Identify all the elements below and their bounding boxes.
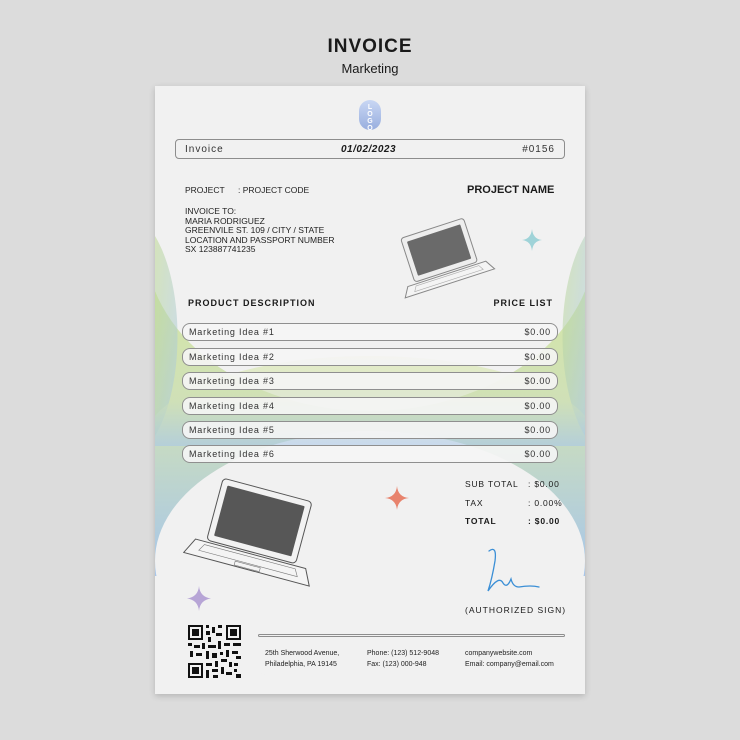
tax-value: : 0.00% [528, 498, 563, 508]
column-header-description: PRODUCT DESCRIPTION [188, 298, 316, 308]
table-row [182, 348, 558, 366]
row-description: Marketing Idea #3 [189, 376, 275, 386]
row-description: Marketing Idea #5 [189, 425, 275, 435]
footer-address [265, 648, 339, 670]
address-line-2: Philadelphia, PA 19145 [265, 661, 337, 668]
sparkle-icon [385, 486, 409, 510]
invoice-date: 01/02/2023 [341, 144, 397, 155]
website-link[interactable]: companywebsite.com [465, 650, 533, 657]
footer-contact [367, 648, 439, 670]
subtotal-label: SUB TOTAL [465, 479, 519, 489]
tax-label: TAX [465, 498, 484, 508]
client-passport: SX 123887741235 [185, 244, 256, 255]
row-price: $0.00 [524, 401, 551, 411]
laptop-icon [393, 218, 498, 313]
project-code: : PROJECT CODE [238, 185, 310, 195]
invoice-sheet [155, 86, 585, 694]
client-address: GREENVILE ST. 109 / CITY / STATE [185, 225, 325, 236]
table-row [182, 445, 558, 463]
logo-badge: L O G O [359, 100, 381, 130]
client-location: LOCATION AND PASSPORT NUMBER [185, 234, 335, 245]
invoice-number: #0156 [522, 144, 555, 155]
project-name: PROJECT NAME [467, 184, 555, 196]
address-line-1: 25th Sherwood Avenue, [265, 650, 340, 657]
sparkle-icon [187, 586, 211, 611]
email-address[interactable]: Email: company@email.com [465, 661, 554, 668]
phone-number: Phone: (123) 512-9048 [367, 650, 439, 657]
row-price: $0.00 [524, 376, 551, 386]
signature-icon [483, 541, 543, 601]
row-description: Marketing Idea #2 [189, 352, 275, 362]
table-row [182, 323, 558, 341]
qr-code-icon [188, 625, 241, 678]
row-description: Marketing Idea #6 [189, 449, 275, 459]
page-title: INVOICE [327, 36, 413, 57]
project-label: PROJECT [185, 185, 225, 195]
row-description: Marketing Idea #1 [189, 327, 275, 337]
total-value: : $0.00 [528, 516, 561, 526]
client-name: MARIA RODRIGUEZ [185, 215, 265, 226]
footer-divider [258, 634, 565, 637]
page-subtitle: Marketing [341, 61, 399, 76]
fax-number: Fax: (123) 000-948 [367, 661, 427, 668]
authorized-sign-label: (AUTHORIZED SIGN) [465, 605, 567, 615]
row-price: $0.00 [524, 352, 551, 362]
total-label: TOTAL [465, 516, 497, 526]
footer-web [465, 648, 554, 670]
column-header-price: PRICE LIST [493, 298, 553, 308]
table-row [182, 397, 558, 415]
row-description: Marketing Idea #4 [189, 401, 275, 411]
invoice-to-label: INVOICE TO: [185, 206, 237, 216]
row-price: $0.00 [524, 327, 551, 337]
invoice-info-bar [175, 139, 565, 159]
subtotal-value: : $0.00 [528, 479, 560, 489]
table-row [182, 372, 558, 390]
row-price: $0.00 [524, 425, 551, 435]
invoice-label: Invoice [185, 144, 224, 155]
sparkle-icon [522, 229, 542, 251]
table-row [182, 421, 558, 439]
row-price: $0.00 [524, 449, 551, 459]
invoice-to-block [185, 207, 335, 255]
